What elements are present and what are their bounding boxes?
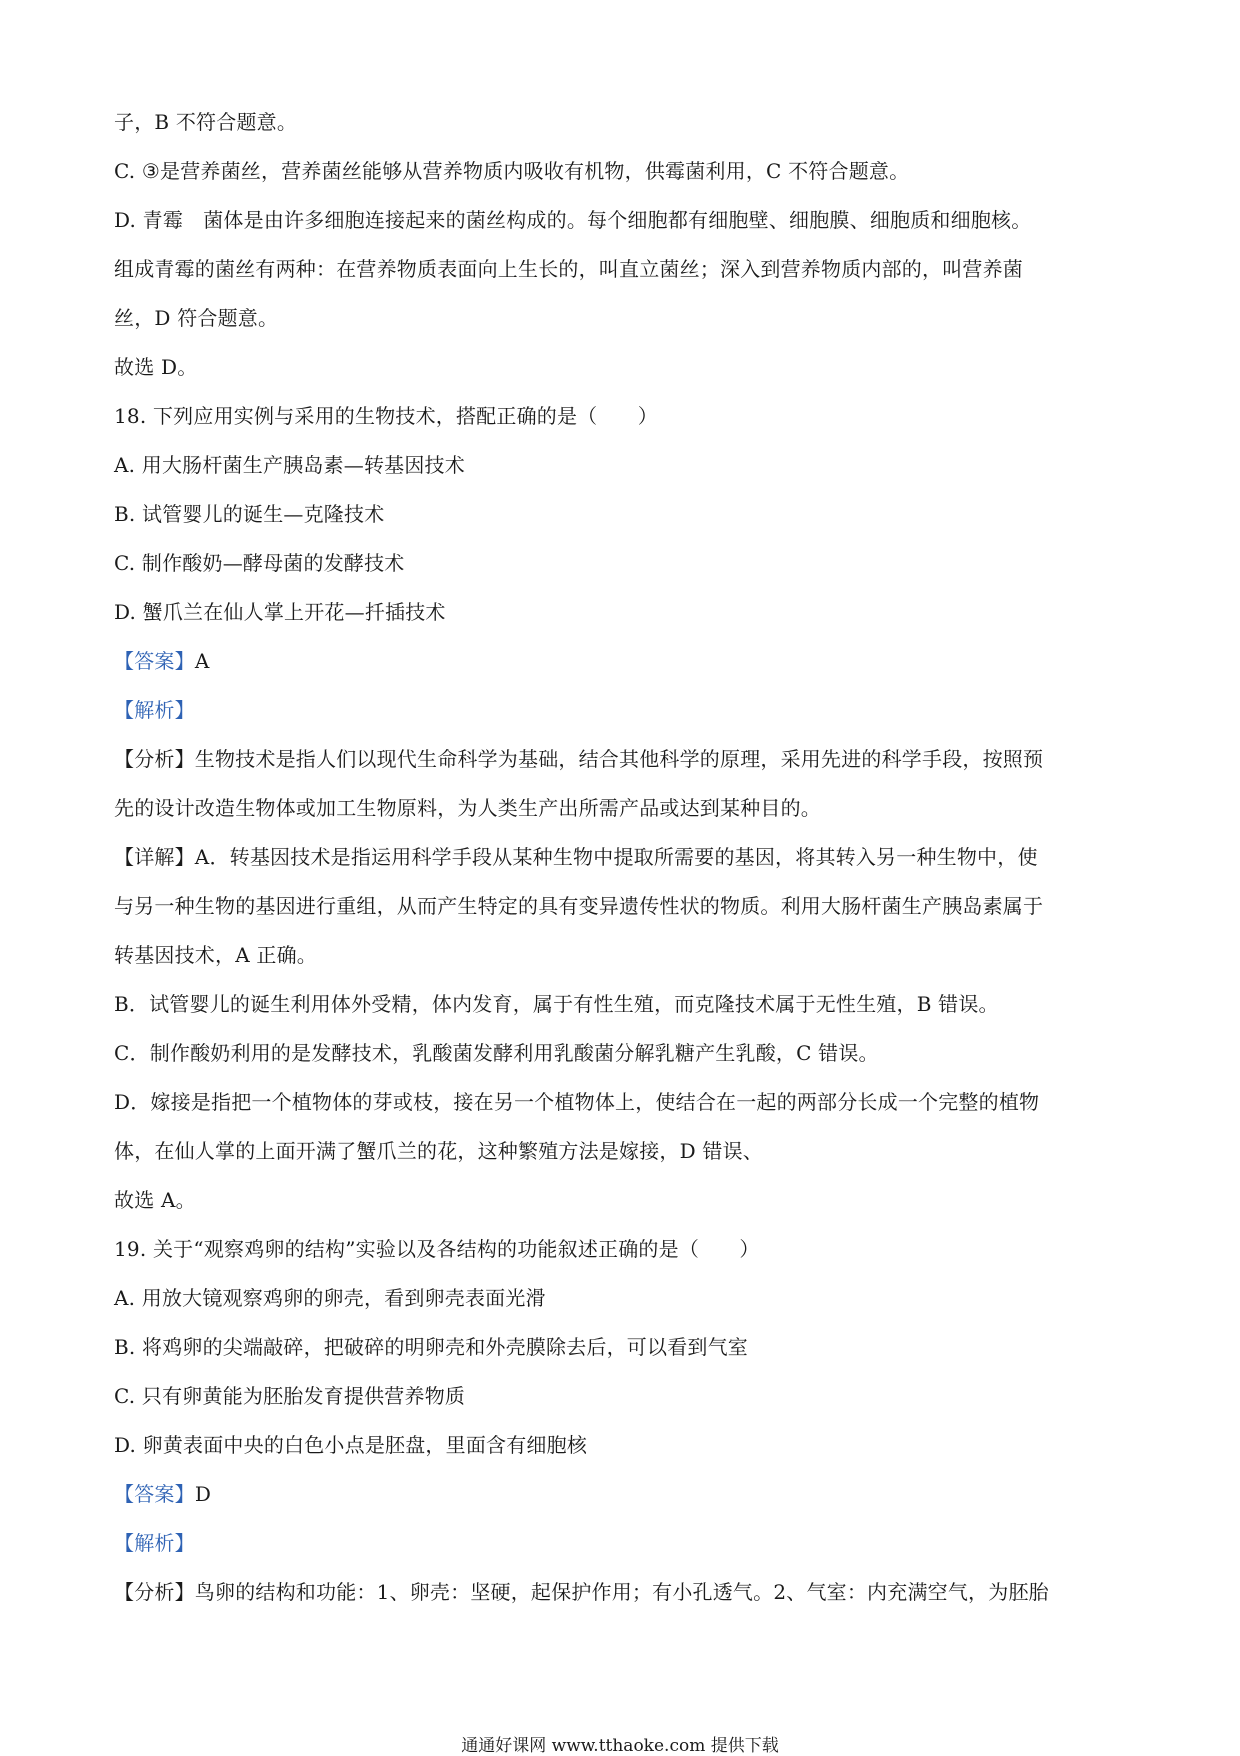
text-line (114, 931, 1130, 980)
line-text: 【分析】鸟卵的结构和功能：1、卵壳：坚硬，起保护作用；有小孔透气。2、气室：内充满空气，为胚胎 (114, 1580, 1049, 1604)
text-line (114, 147, 1130, 196)
line-text: B. 将鸡卵的尖端敲碎，把破碎的明卵壳和外壳膜除去后，可以看到气室 (114, 1335, 749, 1359)
text-line (114, 1225, 1130, 1274)
text-line (114, 1519, 1130, 1568)
text-line (114, 1029, 1130, 1078)
line-text: C. ③是营养菌丝，营养菌丝能够从营养物质内吸收有机物，供霉菌利用，C 不符合题意。 (114, 159, 910, 183)
text-line (114, 1176, 1130, 1225)
line-text: 体，在仙人掌的上面开满了蟹爪兰的花，这种繁殖方法是嫁接，D 错误、 (114, 1139, 763, 1163)
text-line (114, 784, 1130, 833)
line-text: 故选 A。 (114, 1188, 196, 1212)
text-line (114, 686, 1130, 735)
line-text: D．嫁接是指把一个植物体的芽或枝，接在另一个植物体上，使结合在一起的两部分长成一个完整的植物 (114, 1090, 1040, 1114)
line-text: D. 青霉 菌体是由许多细胞连接起来的菌丝构成的。每个细胞都有细胞壁、细胞膜、细胞质和细胞核。 (114, 208, 1032, 232)
text-line (114, 735, 1130, 784)
text-line (114, 441, 1130, 490)
line-text: D. 卵黄表面中央的白色小点是胚盘，里面含有细胞核 (114, 1433, 588, 1457)
text-line (114, 539, 1130, 588)
line-text: 组成青霉的菌丝有两种：在营养物质表面向上生长的，叫直立菌丝；深入到营养物质内部的，叫营养菌 (114, 257, 1023, 281)
text-line (114, 1421, 1130, 1470)
line-text: C．制作酸奶利用的是发酵技术，乳酸菌发酵利用乳酸菌分解乳糖产生乳酸，C 错误。 (114, 1041, 879, 1065)
text-line (114, 392, 1130, 441)
text-line (114, 196, 1130, 245)
document-body (114, 98, 1130, 1617)
text-line (114, 882, 1130, 931)
text-line (114, 98, 1130, 147)
text-line (114, 637, 1130, 686)
text-line (114, 833, 1130, 882)
line-text: 19. 关于“观察鸡卵的结构”实验以及各结构的功能叙述正确的是（ ） (114, 1237, 760, 1261)
text-line (114, 343, 1130, 392)
line-text: C. 只有卵黄能为胚胎发育提供营养物质 (114, 1384, 466, 1408)
line-text: D (194, 1482, 212, 1506)
text-line (114, 980, 1130, 1029)
line-text: A. 用放大镜观察鸡卵的卵壳，看到卵壳表面光滑 (114, 1286, 546, 1310)
line-text: B. 试管婴儿的诞生—克隆技术 (114, 502, 385, 526)
line-text: 与另一种生物的基因进行重组，从而产生特定的具有变异遗传性状的物质。利用大肠杆菌生产胰岛素属于 (114, 894, 1044, 918)
text-line (114, 1470, 1130, 1519)
text-line (114, 294, 1130, 343)
section-tag: 【解析】 (114, 698, 195, 722)
line-text: D. 蟹爪兰在仙人掌上开花—扦插技术 (114, 600, 446, 624)
text-line (114, 1127, 1130, 1176)
line-text: 先的设计改造生物体或加工生物原料，为人类生产出所需产品或达到某种目的。 (114, 796, 821, 820)
line-text: 【详解】A．转基因技术是指运用科学手段从某种生物中提取所需要的基因，将其转入另一种生物中，使 (114, 845, 1038, 869)
line-text: 18. 下列应用实例与采用的生物技术，搭配正确的是（ ） (114, 404, 658, 428)
line-text: A (194, 649, 210, 673)
text-line (114, 245, 1130, 294)
line-text: C. 制作酸奶—酵母菌的发酵技术 (114, 551, 405, 575)
text-line (114, 490, 1130, 539)
line-text: A. 用大肠杆菌生产胰岛素—转基因技术 (114, 453, 465, 477)
line-text: 故选 D。 (114, 355, 198, 379)
text-line (114, 1323, 1130, 1372)
line-text: 【分析】生物技术是指人们以现代生命科学为基础，结合其他科学的原理，采用先进的科学手段，按照预 (114, 747, 1044, 771)
section-tag: 【答案】 (114, 1482, 195, 1506)
text-line (114, 588, 1130, 637)
line-text: 丝，D 符合题意。 (114, 306, 279, 330)
text-line (114, 1568, 1130, 1617)
section-tag: 【解析】 (114, 1531, 195, 1555)
line-text: B．试管婴儿的诞生利用体外受精，体内发育，属于有性生殖，而克隆技术属于无性生殖，B 错误。 (114, 992, 999, 1016)
text-line (114, 1078, 1130, 1127)
text-line (114, 1372, 1130, 1421)
line-text: 转基因技术，A 正确。 (114, 943, 318, 967)
page-footer: 通通好课网 www.tthaoke.com 提供下载 (461, 1736, 779, 1756)
line-text: 子，B 不符合题意。 (114, 110, 298, 134)
text-line (114, 1274, 1130, 1323)
section-tag: 【答案】 (114, 649, 195, 673)
